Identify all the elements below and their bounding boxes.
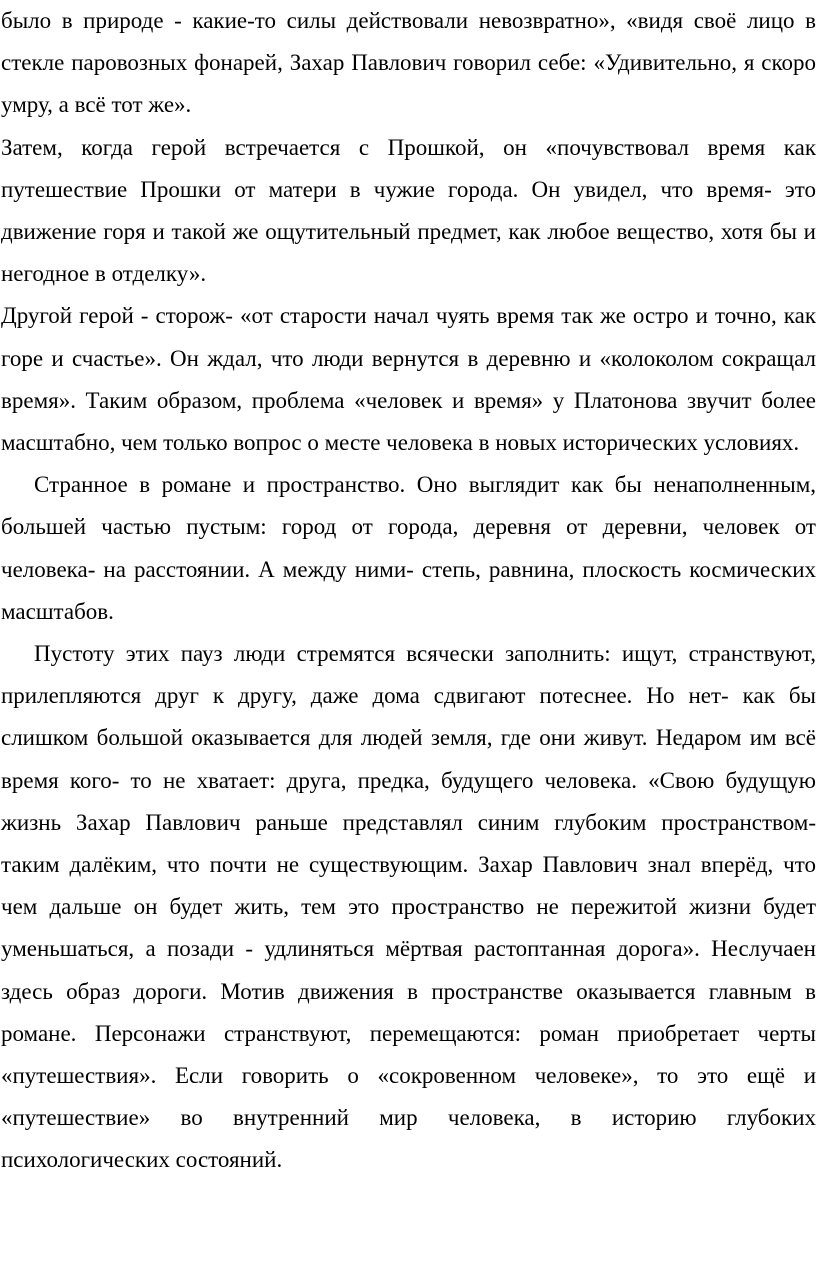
- paragraph-4: Странное в романе и пространство. Оно выглядит как бы ненаполненным, большей частью пустым: город от города, деревня от деревни, человек от человека- на расстоянии. А между ними- степь, равнина, плоскость космических масштабов.: [1, 472, 816, 624]
- paragraph-1: было в природе - какие-то силы действовали невозвратно», «видя своё лицо в стекле паровозных фонарей, Захар Павлович говорил себе: «Удивительно, я скоро умру, а всё тот же».: [1, 8, 816, 118]
- paragraph-2: Затем, когда герой встречается с Прошкой, он «почувствовал время как путешествие Прошки от матери в чужие города. Он увидел, что время- это движение горя и такой же ощутительный предмет, как любое вещество, хотя бы и негодное в отделку».: [1, 134, 816, 287]
- paragraph-5: Пустоту этих пауз люди стремятся всячески заполнить: ищут, странствуют, прилепляются друг к другу, даже дома сдвигают потеснее. Но нет- как бы слишком большой оказывается для людей земля, где они живут. Недаром им всё время кого- то не хватает: друга, предка, будущего человека. «Свою будущую жизнь Захар Павлович раньше представлял синим глубоким пространством- таким далёким, что почти не существующим. Захар Павлович знал вперёд, что чем дальше он будет жить, тем это пространство не пережитой жизни будет уменьшаться, а позади - удлиняться мёртвая растоптанная дорога». Неслучаен здесь образ дороги. Мотив движения в пространстве оказывается главным в романе. Персонажи странствуют, перемещаются: роман приобретает черты «путешествия». Если говорить о «сокровенном человеке», то это ещё и «путешествие» во внутренний мир человека, в историю глубоких психологических состояний.: [1, 641, 816, 1173]
- paragraph-3: Другой герой - сторож- «от старости начал чуять время так же остро и точно, как горе и счастье». Он ждал, что люди вернутся в деревню и «колоколом сокращал время». Таким образом, проблема «человек и время» у Платонова звучит более масштабно, чем только вопрос о месте человека в новых исторических условиях.: [1, 303, 816, 456]
